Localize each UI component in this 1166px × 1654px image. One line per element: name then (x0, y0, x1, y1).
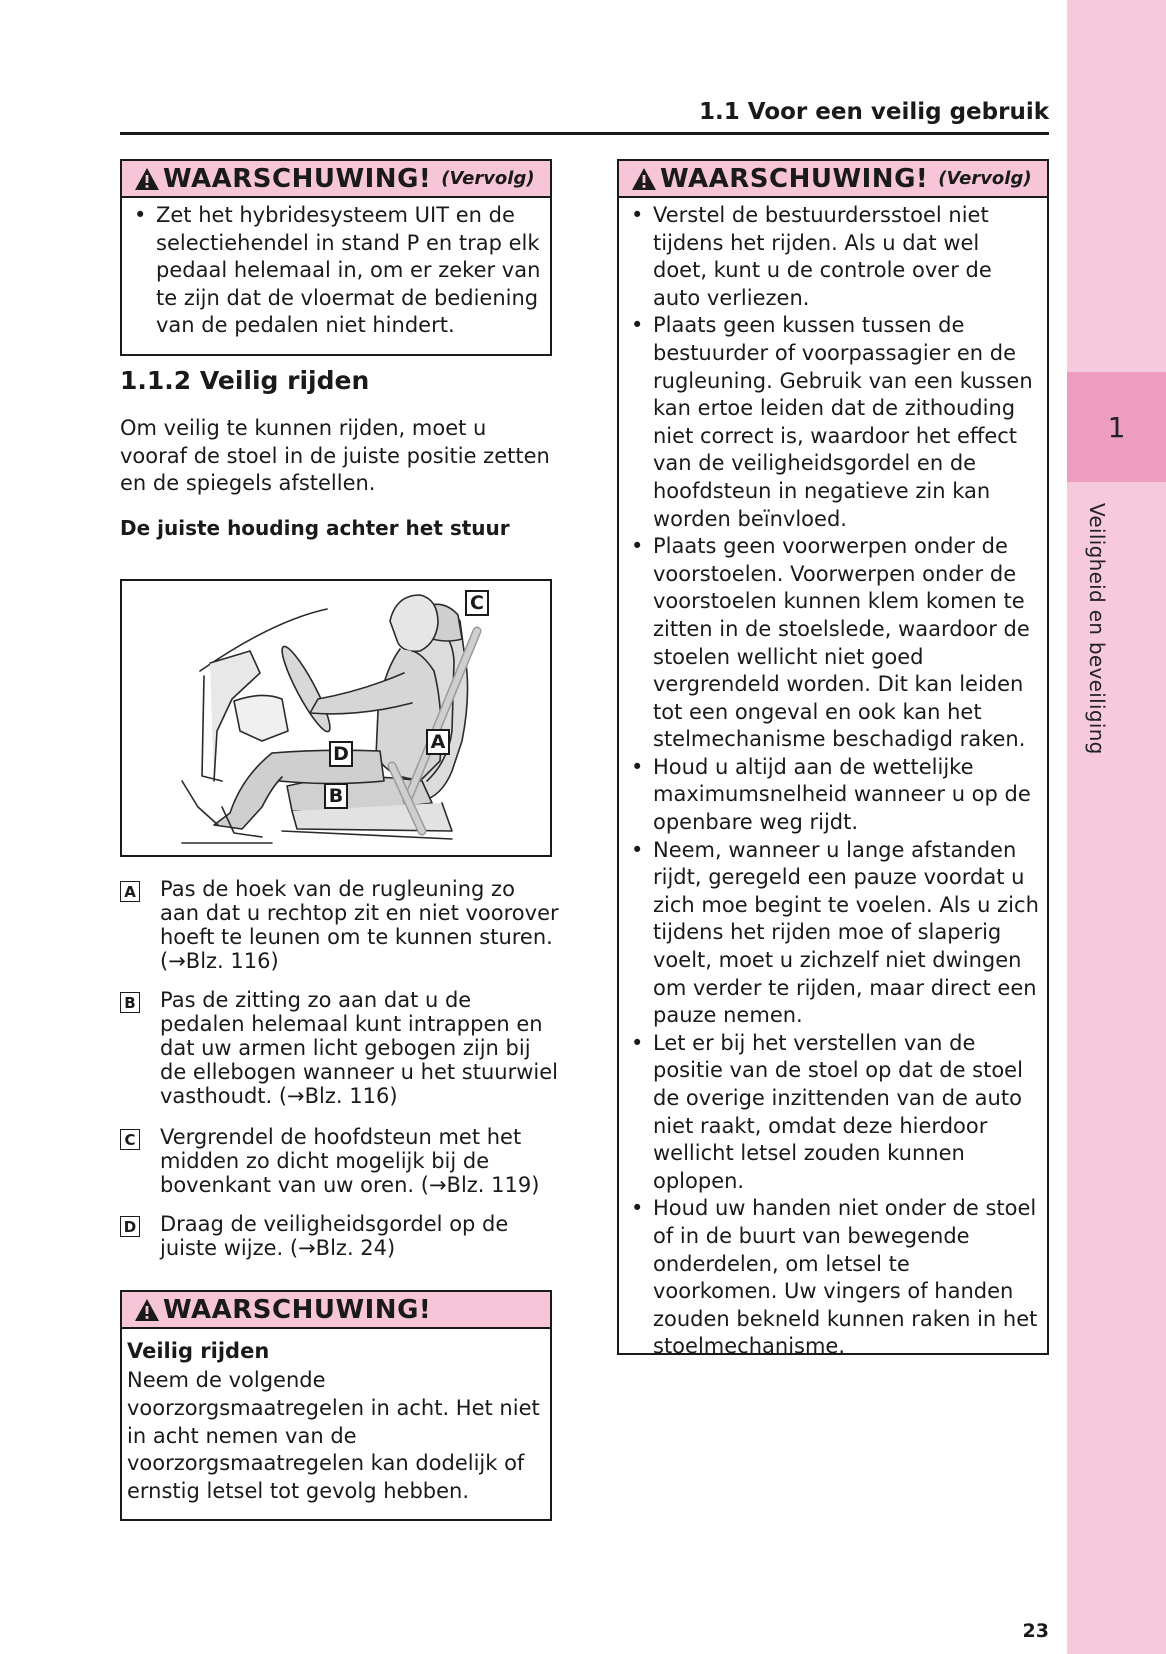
list-item: • Neem, wanneer u lange afstanden rijdt, geregeld een pauze voordat u zich moe begint te voelen. Als u zich tijdens het rijden moe of slaperig voelt, moet u zichzelf niet dwingen om verder te rijden, maar direct een pauze nemen. (627, 837, 1039, 1030)
warning-triangle-icon (631, 167, 657, 191)
figure-label-d: D (329, 741, 353, 767)
legend-item-b (120, 988, 560, 1108)
page-number: 23 (1022, 1620, 1049, 1642)
warning-box-continued-right (617, 159, 1049, 1359)
warning-header (122, 1292, 550, 1329)
figure-label-c: C (465, 590, 489, 616)
list-item: • Plaats geen kussen tussen de bestuurder of voorpassagier en de rugleuning. Gebruik van een kussen kan ertoe leiden dat de zithouding niet correct is, waardoor het effect van de veiligheidsgordel en de hoofdsteun in negatieve zin kan worden beïnvloed. (627, 312, 1039, 533)
chapter-label: Veiligheid en beveiliging (1085, 503, 1109, 755)
warning-header (619, 161, 1047, 198)
legend-key: C (120, 1129, 140, 1150)
chapter-number-tab[interactable] (1067, 372, 1166, 482)
list-item: • Houd uw handen niet onder de stoel of in de buurt van bewegende onderdelen, om letsel te voorkomen. Uw vingers of handen zouden bekneld kunnen raken in het stoelmechanisme. (627, 1195, 1039, 1361)
warning-continued: (Vervolg) (441, 168, 535, 189)
figure-label-b: B (324, 783, 348, 809)
legend-key: D (120, 1216, 140, 1237)
legend-key: A (120, 881, 140, 902)
list-item: • Verstel de bestuurdersstoel niet tijdens het rijden. Als u dat wel doet, kunt u de controle over de auto verliezen. (627, 202, 1039, 312)
warning-list (122, 198, 550, 348)
legend-item-c (120, 1125, 560, 1197)
list-item: • Zet het hybridesysteem UIT en de selectiehendel in stand P en trap elk pedaal helemaal in, om er zeker van te zijn dat de vloermat de bediening van de pedalen niet hindert. (130, 202, 542, 340)
legend-item-a (120, 877, 560, 973)
warning-body: Neem de volgende voorzorgsmaatregelen in acht. Het niet in acht nemen van de voorzorgsmaatregelen kan dodelijk of ernstig letsel tot gevolg hebben. (127, 1368, 540, 1504)
chapter-side-tab (1067, 0, 1166, 1654)
list-item: • Plaats geen voorwerpen onder de voorstoelen. Voorwerpen onder de voorstoelen kunnen klem komen te zitten in de stoelslede, waardoor de stoelen wellicht niet goed vergrendeld worden. Dit kan leiden tot een ongeval en ook kan het stelmechanisme beschadigd raken. (627, 533, 1039, 754)
list-item: • Houd u altijd aan de wettelijke maximumsnelheid wanneer u op de openbare weg rijdt. (627, 754, 1039, 837)
driver-seat-drawing (122, 581, 552, 857)
chapter-label-container (1085, 503, 1115, 783)
legend-text: Pas de hoek van de rugleuning zo aan dat u rechtop zit en niet voorover hoeft te leunen om te kunnen sturen. (→Blz. 116) (160, 877, 559, 973)
warning-title: WAARSCHUWING! (163, 163, 432, 194)
warning-triangle-icon (134, 1298, 160, 1322)
warning-title: WAARSCHUWING! (660, 163, 929, 194)
warning-triangle-icon (134, 167, 160, 191)
page-header-title: 1.1 Voor een veilig gebruik (699, 99, 1049, 125)
legend-text: Vergrendel de hoofdsteun met het midden zo dicht mogelijk bij de bovenkant van uw oren. (→Blz. 119) (160, 1125, 540, 1197)
page-header (120, 96, 1049, 135)
list-item: • Let er bij het verstellen van de positie van de stoel op dat de stoel de overige inzittenden van de auto niet raakt, omdat deze hierdoor wellicht letsel zouden kunnen oplopen. (627, 1030, 1039, 1196)
section-title: 1.1.2 Veilig rijden (120, 366, 370, 395)
warning-list (619, 198, 1047, 1369)
figure-label-a: A (426, 729, 450, 755)
warning-box-continued-left (120, 159, 552, 356)
warning-box-safe-driving (120, 1290, 552, 1521)
warning-subtitle: Veilig rijden (127, 1339, 270, 1363)
warning-title: WAARSCHUWING! (163, 1294, 432, 1325)
driving-posture-illustration (120, 579, 552, 857)
subsection-heading: De juiste houding achter het stuur (120, 516, 510, 540)
section-intro: Om veilig te kunnen rijden, moet u vooraf de stoel in de juiste positie zetten en de spiegels afstellen. (120, 416, 550, 495)
legend-key: B (120, 992, 140, 1013)
legend-text: Draag de veiligheidsgordel op de juiste wijze. (→Blz. 24) (160, 1212, 509, 1260)
legend-text: Pas de zitting zo aan dat u de pedalen helemaal kunt intrappen en dat uw armen licht gebogen zijn bij de ellebogen wanneer u het stuurwiel vasthoudt. (→Blz. 116) (160, 988, 558, 1108)
chapter-number: 1 (1107, 410, 1126, 444)
warning-continued: (Vervolg) (938, 168, 1032, 189)
legend-item-d (120, 1212, 560, 1260)
warning-header (122, 161, 550, 198)
